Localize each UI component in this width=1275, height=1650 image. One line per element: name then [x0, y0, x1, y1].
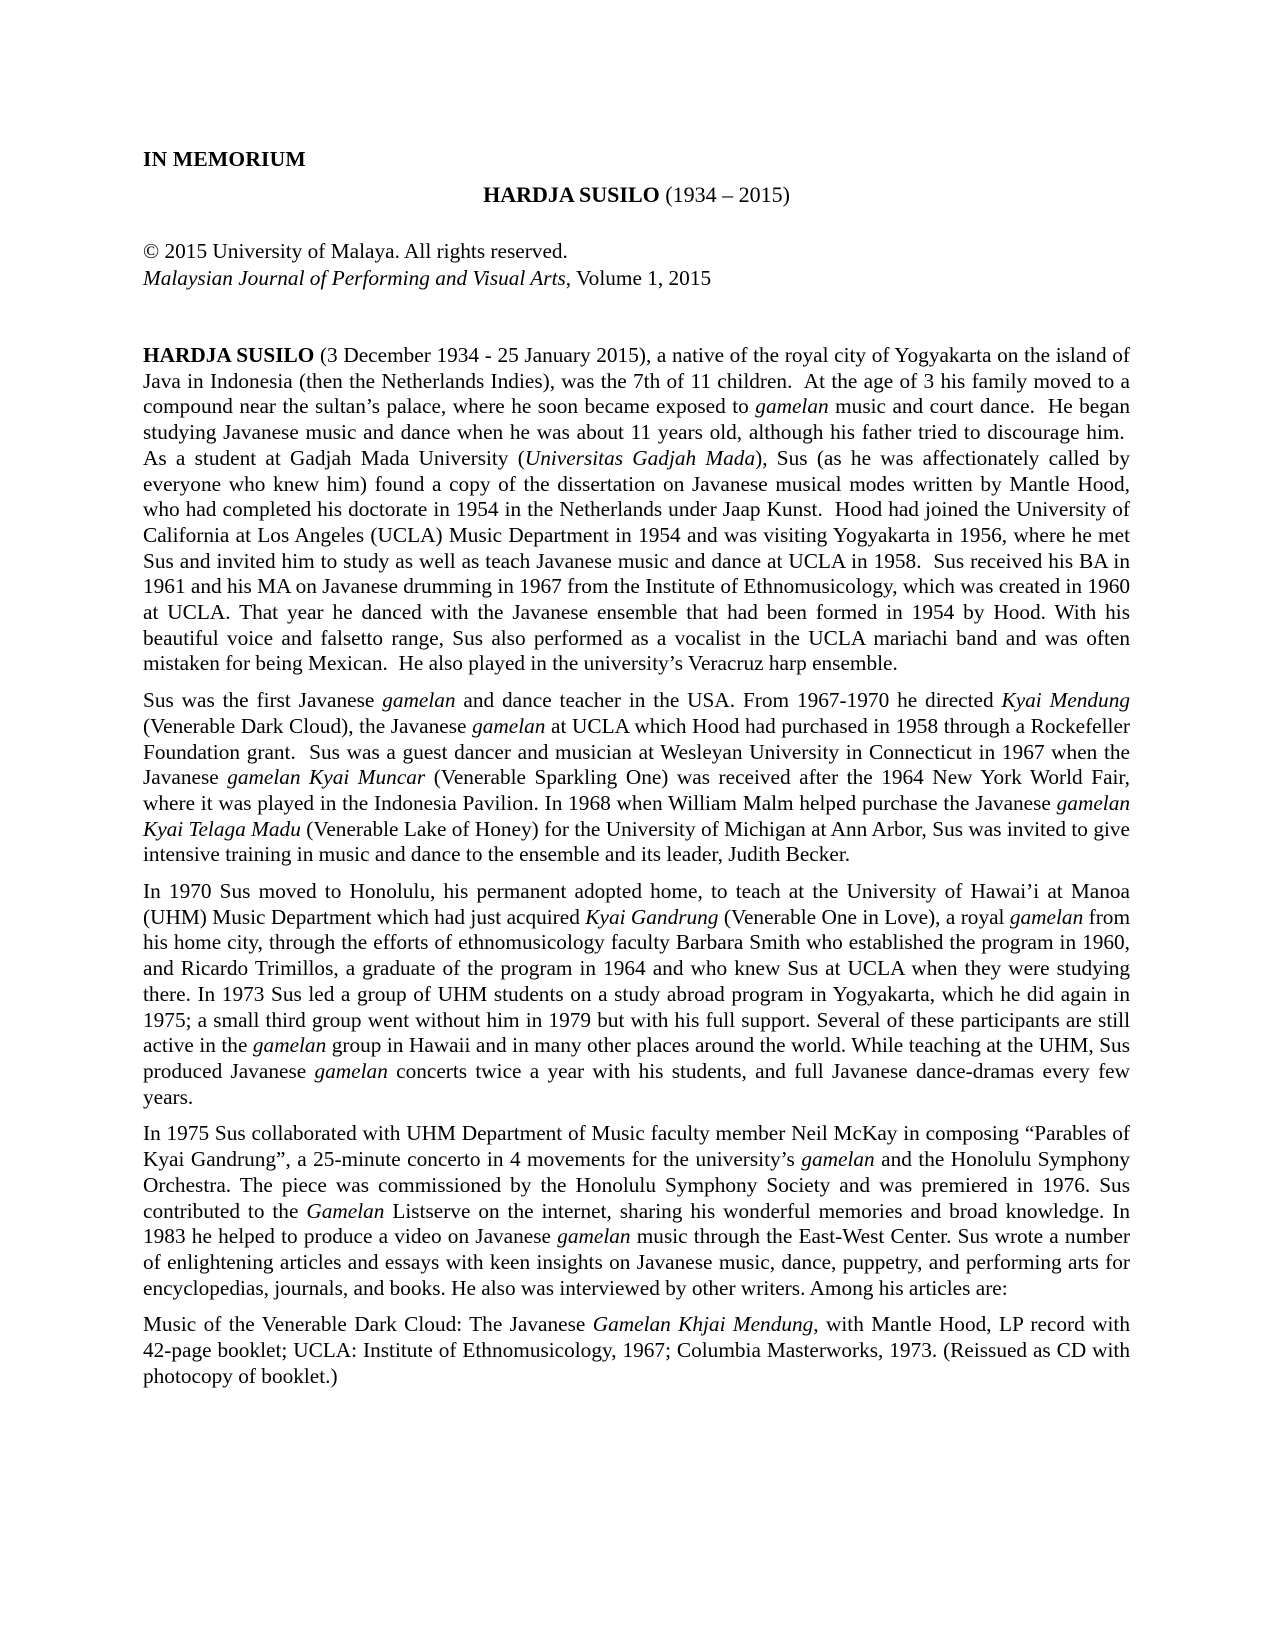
- section-heading: IN MEMORIUM: [143, 147, 306, 171]
- document-header: [143, 146, 1130, 292]
- paragraph-gamelan-teaching: Sus was the first Javanese gamelan and dance teacher in the USA. From 1967-1970 he directed Kyai Mendung (Venerable Dark Cloud), the Javanese gamelan at UCLA which Hood had purchased in 1958 through a Rockefeller Foundation grant. Sus was a guest dancer and musician at Wesleyan University in Connecticut in 1967 when the Javanese gamelan Kyai Muncar (Venerable Sparkling One) was received after the 1964 New York World Fair, where it was played in the Indonesia Pavilion. In 1968 when William Malm helped purchase the Javanese gamelan Kyai Telaga Madu (Venerable Lake of Honey) for the University of Michigan at Ann Arbor, Sus was invited to give intensive training in music and dance to the ensemble and its leader, Judith Becker.: [143, 688, 1131, 867]
- imprint-block: [143, 238, 1130, 292]
- paragraph-biography: HARDJA SUSILO (3 December 1934 - 25 January 2015), a native of the royal city of Yogyakarta on the island of Java in Indonesia (then the Netherlands Indies), was the 7th of 11 children. At the age of 3 his family moved to a compound near the sultan’s palace, where he soon became exposed to gamelan music and court dance. He began studying Javanese music and dance when he was about 11 years old, although his father tried to discourage him. As a student at Gadjah Mada University (Universitas Gadjah Mada), Sus (as he was affectionately called by everyone who knew him) found a copy of the dissertation on Javanese musical modes written by Mantle Hood, who had completed his doctorate in 1954 in the Netherlands under Jaap Kunst. Hood had joined the University of California at Los Angeles (UCLA) Music Department in 1954 and was visiting Yogyakarta in 1956, where he met Sus and invited him to study as well as teach Javanese music and dance at UCLA in 1958. Sus received his BA in 1961 and his MA on Javanese drumming in 1967 from the Institute of Ethnomusicology, which was created in 1960 at UCLA. That year he danced with the Javanese ensemble that had been formed in 1954 by Hood. With his beautiful voice and falsetto range, Sus also performed as a vocalist in the UCLA mariachi band and was often mistaken for being Mexican. He also played in the university’s Veracruz harp ensemble.: [143, 343, 1130, 676]
- copyright-line: © 2015 University of Malaya. All rights reserved.: [143, 239, 568, 263]
- paragraph-honolulu: In 1970 Sus moved to Honolulu, his permanent adopted home, to teach at the University of Hawai’i at Manoa (UHM) Music Department which had just acquired Kyai Gandrung (Venerable One in Love), a royal gamelan from his home city, through the efforts of ethnomusicology faculty Barbara Smith who established the program in 1960, and Ricardo Trimillos, a graduate of the program in 1964 and who knew Sus at UCLA when they were studying there. In 1973 Sus led a group of UHM students on a study abroad program in Yogyakarta, which he did again in 1975; a small third group went without him in 1979 but with his full support. Several of these participants are still active in the gamelan group in Hawaii and in many other places around the world. While teaching at the UHM, Sus produced Javanese gamelan concerts twice a year with his students, and full Javanese dance-dramas every few years.: [143, 879, 1131, 1109]
- person-name: HARDJA SUSILO: [483, 182, 660, 207]
- paragraph-compositions-writings: In 1975 Sus collaborated with UHM Department of Music faculty member Neil McKay in composing “Parables of Kyai Gandrung”, a 25-minute concerto in 4 movements for the university’s gamelan and the Honolulu Symphony Orchestra. The piece was commissioned by the Honolulu Symphony Society and was premiered in 1976. Sus contributed to the Gamelan Listserve on the internet, sharing his wonderful memories and broad knowledge. In 1983 he helped to produce a video on Javanese gamelan music through the East-West Center. Sus wrote a number of enlightening articles and essays with keen insights on Javanese music, dance, puppetry, and performing arts for encyclopedias, journals, and books. He also was interviewed by other writers. Among his articles are:: [143, 1121, 1131, 1300]
- document-title: [143, 181, 1130, 208]
- journal-line: Malaysian Journal of Performing and Visual Arts, Volume 1, 2015: [143, 266, 712, 290]
- article-body: [143, 343, 1130, 1389]
- paragraph-article-citation: Music of the Venerable Dark Cloud: The Javanese Gamelan Khjai Mendung, with Mantle Hood, LP record with 42-page booklet; UCLA: Institute of Ethnomusicology, 1967; Columbia Masterworks, 1973. (Reissued as CD with photocopy of booklet.): [143, 1312, 1131, 1388]
- life-years: (1934 – 2015): [659, 182, 790, 207]
